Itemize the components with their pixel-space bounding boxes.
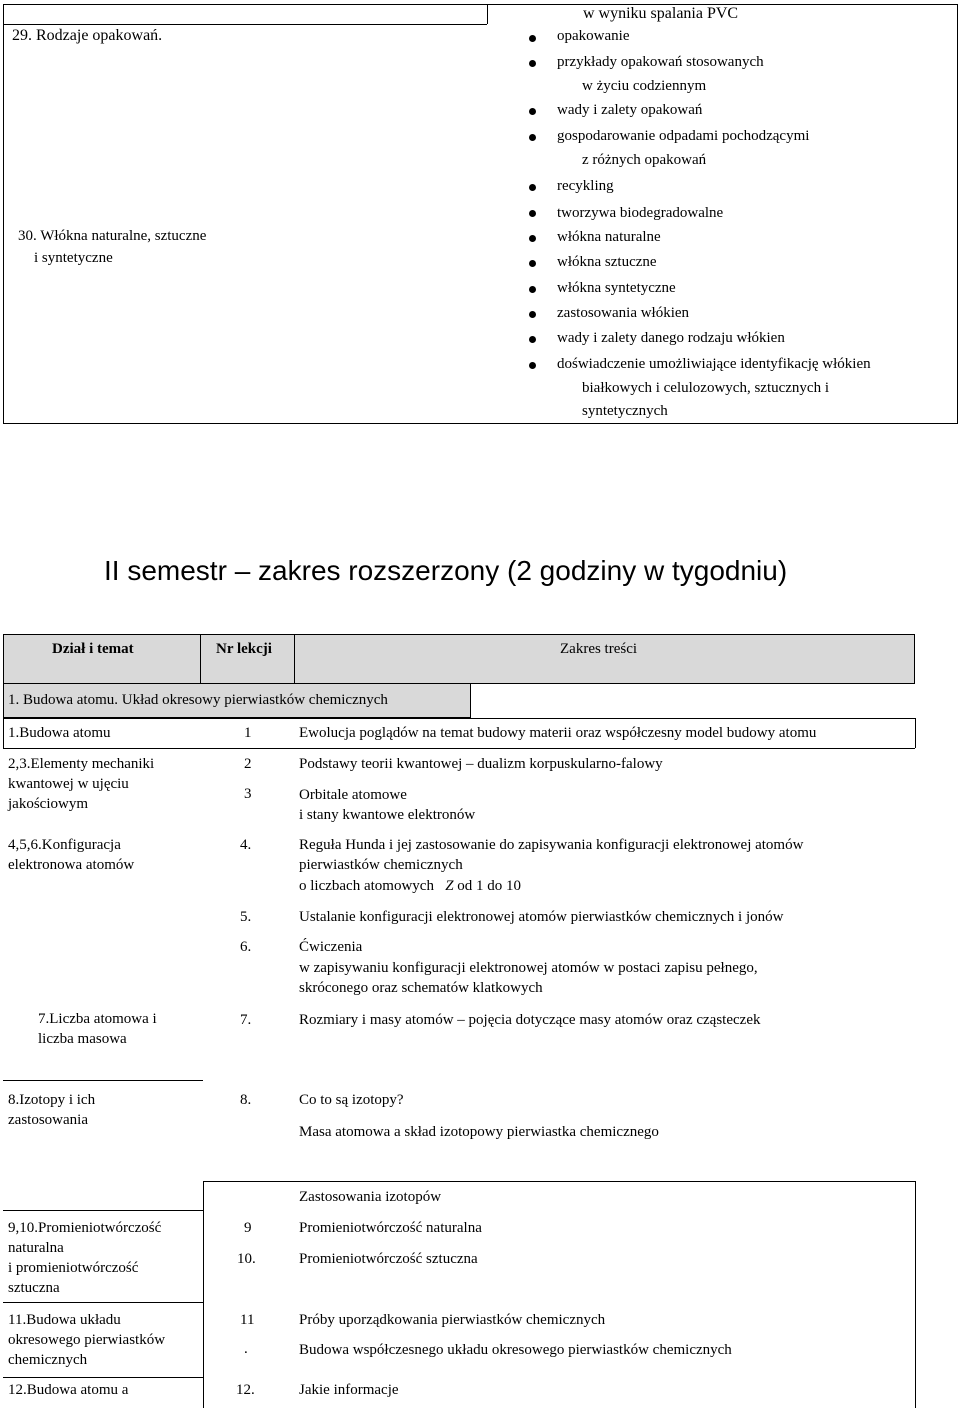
bullet-icon — [529, 108, 536, 115]
list-item: włókna syntetyczne — [557, 280, 676, 296]
list-item: doświadczenie umożliwiające identyfikację włókien — [557, 356, 871, 372]
bullet-icon — [529, 235, 536, 242]
content-cell: i stany kwantowe elektronów — [299, 807, 476, 823]
table-line — [3, 1210, 203, 1211]
list-item: wady i zalety opakowań — [557, 102, 703, 118]
content-cell: Budowa współczesnego układu okresowego pierwiastków chemicznych — [299, 1342, 732, 1358]
content-cell: Podstawy teorii kwantowej – dualizm korpuskularno-falowy — [299, 756, 663, 772]
table-line — [3, 1080, 203, 1081]
list-item: białkowych i celulozowych, sztucznych i — [582, 380, 830, 396]
topic-cell: jakościowym — [8, 796, 88, 812]
bullet-icon — [529, 311, 536, 318]
topic-cell: kwantowej w ujęciu — [8, 776, 129, 792]
topic-cell: naturalna — [8, 1240, 64, 1256]
bullet-icon — [529, 286, 536, 293]
list-item: recykling — [557, 178, 614, 194]
list-item: opakowanie — [557, 28, 630, 44]
content-cell: Orbitale atomowe — [299, 787, 407, 803]
list-item: syntetycznych — [582, 403, 668, 419]
content-cell: skróconego oraz schematów klatkowych — [299, 980, 543, 996]
bullet-icon — [529, 134, 536, 141]
topic-cell: liczba masowa — [38, 1031, 127, 1047]
lesson-number: 12. — [236, 1382, 255, 1398]
lesson-number: 5. — [240, 909, 252, 925]
lesson-number: 1 — [244, 725, 252, 741]
bullet-icon — [529, 184, 536, 191]
list-item: włókna sztuczne — [557, 254, 657, 270]
content-cell: Promieniotwórczość naturalna — [299, 1220, 482, 1236]
list-item: tworzywa biodegradowalne — [557, 205, 724, 221]
header-divider — [294, 634, 295, 684]
bullet-icon — [529, 210, 536, 217]
content-text: od 1 do 10 — [457, 878, 522, 894]
topic-cell: zastosowania — [8, 1112, 88, 1128]
table-line — [3, 1302, 203, 1303]
content-cell: Próby uporządkowania pierwiastków chemicznych — [299, 1312, 606, 1328]
lesson-number: 11 — [240, 1312, 255, 1328]
table-line — [203, 1181, 204, 1408]
content-text: o liczbach atomowych — [299, 878, 434, 894]
lesson-number: 8. — [240, 1092, 252, 1108]
atomic-number-symbol: Z — [445, 878, 454, 894]
list-item: zastosowania włókien — [557, 305, 690, 321]
top-table-divider — [487, 4, 488, 24]
topic-cell: 8.Izotopy i ich — [8, 1092, 96, 1108]
table-line — [203, 1181, 916, 1182]
table-line — [915, 1181, 916, 1408]
top-table-row-line — [3, 24, 487, 25]
lesson-number: 6. — [240, 939, 252, 955]
content-cell: Ćwiczenia — [299, 939, 363, 955]
table-line — [3, 718, 4, 748]
topic-cell: elektronowa atomów — [8, 857, 135, 873]
lesson-number: 4. — [240, 837, 252, 853]
table-line — [3, 718, 915, 719]
section-29-title: 29. Rodzaje opakowań. — [12, 27, 163, 44]
bullet-icon — [529, 60, 536, 67]
continuation-text: w wyniku spalania PVC — [583, 5, 739, 22]
table-line — [915, 718, 916, 748]
content-cell: Co to są izotopy? — [299, 1092, 404, 1108]
content-cell: Reguła Hunda i jej zastosowanie do zapisywania konfiguracji elektronowej atomów — [299, 837, 804, 853]
list-item: włókna naturalne — [557, 229, 661, 245]
content-cell: Zastosowania izotopów — [299, 1189, 442, 1205]
topic-cell: 12.Budowa atomu a — [8, 1382, 129, 1398]
content-cell: pierwiastków chemicznych — [299, 857, 463, 873]
content-cell: Jakie informacje — [299, 1382, 399, 1398]
lesson-number: 7. — [240, 1012, 252, 1028]
bullet-icon — [529, 362, 536, 369]
topic-cell: 9,10.Promieniotwórczość — [8, 1220, 162, 1236]
topic-cell: 2,3.Elementy mechaniki — [8, 756, 155, 772]
column-header-content: Zakres treści — [560, 641, 638, 657]
topic-cell: sztuczna — [8, 1280, 60, 1296]
content-cell: Promieniotwórczość sztuczna — [299, 1251, 478, 1267]
list-item: przykłady opakowań stosowanych — [557, 54, 764, 70]
content-cell: Masa atomowa a skład izotopowy pierwiastka chemicznego — [299, 1124, 659, 1140]
topic-cell: 7.Liczba atomowa i — [38, 1011, 157, 1027]
content-cell — [299, 878, 521, 895]
content-cell: Rozmiary i masy atomów – pojęcia dotyczące masy atomów oraz cząsteczek — [299, 1012, 761, 1028]
table-header-row — [3, 634, 915, 684]
lesson-number: 10. — [237, 1251, 256, 1267]
bullet-icon — [529, 35, 536, 42]
lesson-number: 2 — [244, 756, 252, 772]
section-30-title-cont: i syntetyczne — [34, 250, 113, 266]
topic-cell: chemicznych — [8, 1352, 88, 1368]
list-item: wady i zalety danego rodzaju włókien — [557, 330, 785, 346]
table-line — [3, 1377, 203, 1378]
semester-heading: II semestr – zakres rozszerzony (2 godziny w tygodniu) — [104, 555, 788, 586]
column-header-topic: Dział i temat — [52, 641, 134, 657]
lesson-number: . — [244, 1341, 248, 1357]
topic-cell: i promieniotwórczość — [8, 1260, 139, 1276]
section-title: 1. Budowa atomu. Układ okresowy pierwiastków chemicznych — [8, 692, 388, 708]
topic-cell: 1.Budowa atomu — [8, 725, 111, 741]
lesson-number: 3 — [244, 786, 252, 802]
list-item: gospodarowanie odpadami pochodzącymi — [557, 128, 810, 144]
content-cell: Ewolucja poglądów na temat budowy materii oraz współczesny model budowy atomu — [299, 725, 817, 741]
header-divider — [200, 634, 201, 684]
bullet-icon — [529, 260, 536, 267]
topic-cell: 11.Budowa układu — [8, 1312, 121, 1328]
column-header-lesson: Nr lekcji — [216, 641, 272, 657]
list-item: w życiu codziennym — [582, 78, 707, 94]
lesson-number: 9 — [244, 1220, 252, 1236]
table-line — [3, 748, 915, 749]
list-item: z różnych opakowań — [582, 152, 707, 168]
content-cell: Ustalanie konfiguracji elektronowej atomów pierwiastków chemicznych i jonów — [299, 909, 784, 925]
content-cell: w zapisywaniu konfiguracji elektronowej atomów w postaci zapisu pełnego, — [299, 960, 758, 976]
section-30-title: 30. Włókna naturalne, sztuczne — [18, 228, 207, 244]
topic-cell: okresowego pierwiastków — [8, 1332, 166, 1348]
topic-cell: 4,5,6.Konfiguracja — [8, 837, 121, 853]
bullet-icon — [529, 336, 536, 343]
